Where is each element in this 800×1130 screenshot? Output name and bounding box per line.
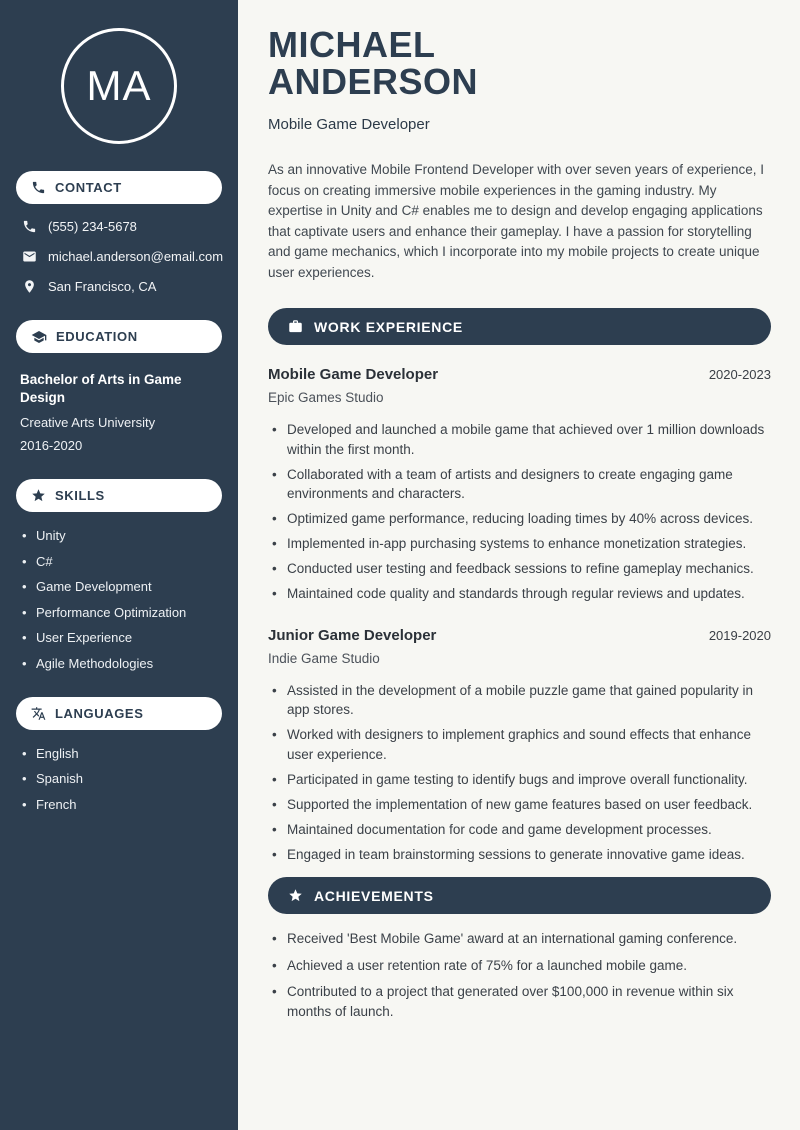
phone-icon [31,180,46,195]
candidate-name [268,26,771,100]
achievements-section-header [268,877,771,914]
education-entry [20,371,218,453]
star-icon [288,888,303,903]
job-bullet: • Implemented in-app purchasing systems to enhance monetization strategies. [272,534,771,554]
envelope-icon [22,249,37,264]
skill-item: • C# [22,554,222,569]
contact-location-row [22,279,218,294]
job-bullet: • Developed and launched a mobile game that achieved over 1 million downloads within the first month. [272,420,771,459]
job-dates: 2020-2023 [708,367,771,382]
language-item: • French [22,797,222,812]
languages-header-label: LANGUAGES [55,705,144,721]
education-section-header [16,320,222,353]
work-experience-header-label: WORK EXPERIENCE [314,318,463,335]
job-company: Epic Games Studio [268,390,384,405]
skills-list [16,528,222,671]
job-bullet: • Supported the implementation of new game features based on user feedback. [272,795,771,815]
skill-item: • Unity [22,528,222,543]
candidate-title: Mobile Game Developer [268,116,430,133]
briefcase-icon [288,319,303,334]
achievements-list [268,929,771,1021]
graduation-cap-icon [31,329,47,345]
contact-section-header [16,171,222,204]
job-bullet: • Maintained documentation for code and game development processes. [272,820,771,840]
job-header [268,366,771,383]
job-dates: 2019-2020 [708,627,771,643]
work-experience-section-header [268,308,771,345]
sidebar [0,0,238,1130]
contact-email-row [22,249,224,264]
translate-icon [31,706,46,721]
job-bullet: • Assisted in the development of a mobile puzzle game that gained popularity in app stores. [272,681,771,720]
contact-phone-row [22,219,218,234]
first-name: MICHAEL [268,24,436,65]
education-years: 2016-2020 [20,438,83,453]
skill-item: • Game Development [22,579,222,594]
job-bullet: • Maintained code quality and standards through regular reviews and updates. [272,584,771,604]
job-title: Junior Game Developer [268,626,437,644]
skill-item: • Performance Optimization [22,605,222,620]
job-bullet: • Conducted user testing and feedback sessions to refine gameplay mechanics. [272,559,771,579]
avatar-initials: MA [86,62,152,109]
achievement-bullet: • Contributed to a project that generated over $100,000 in revenue within six months of launch. [272,982,771,1021]
education-degree: Bachelor of Arts in Game Design [20,372,182,405]
languages-list [16,746,222,812]
job-entry [268,627,771,865]
star-icon [31,488,46,503]
language-item: • English [22,746,222,761]
achievements-header-label: ACHIEVEMENTS [314,887,434,904]
achievement-bullet: • Received 'Best Mobile Game' award at an international gaming conference. [272,929,771,949]
job-company: Indie Game Studio [268,650,380,666]
skill-item: • Agile Methodologies [22,656,222,671]
job-bullet: • Worked with designers to implement graphics and sound effects that enhance user experience. [272,725,771,764]
languages-section-header [16,697,222,730]
education-school: Creative Arts University [20,415,156,430]
job-bullet: • Optimized game performance, reducing loading times by 40% across devices. [272,509,771,529]
job-bullet: • Participated in game testing to identify bugs and improve overall functionality. [272,770,771,790]
education-header-label: EDUCATION [56,329,138,344]
job-header [268,627,771,644]
avatar [61,28,177,144]
job-bullet-list [268,420,771,604]
main-content [238,0,800,1130]
last-name: ANDERSON [268,61,479,102]
summary-paragraph: As an innovative Mobile Frontend Developer with over seven years of experience, I focus on creating immersive mobile experiences in the gaming industry. My expertise in Unity and C# enables me to design and develop engaging applications that captivate users and enhance their gameplay. I have a passion for storytelling and game mechanics, which I incorporate into my mobile projects to create unique user experiences. [268,162,765,280]
job-bullet: • Collaborated with a team of artists and designers to create engaging game environments and characters. [272,465,771,504]
achievement-bullet: • Achieved a user retention rate of 75% for a launched mobile game. [272,956,771,976]
skill-item: • User Experience [22,630,222,645]
job-bullet: • Engaged in team brainstorming sessions to generate innovative game ideas. [272,845,771,865]
language-item: • Spanish [22,771,222,786]
job-bullet-list [268,681,771,865]
phone-icon [22,219,37,234]
map-pin-icon [22,279,37,294]
job-title: Mobile Game Developer [268,366,439,383]
location-value: San Francisco, CA [48,279,157,294]
phone-value: (555) 234-5678 [48,219,137,234]
skills-header-label: SKILLS [55,488,105,503]
email-value: michael.anderson@email.com [48,249,224,264]
job-entry [268,366,771,604]
contact-header-label: CONTACT [55,180,122,195]
skills-section-header [16,479,222,512]
